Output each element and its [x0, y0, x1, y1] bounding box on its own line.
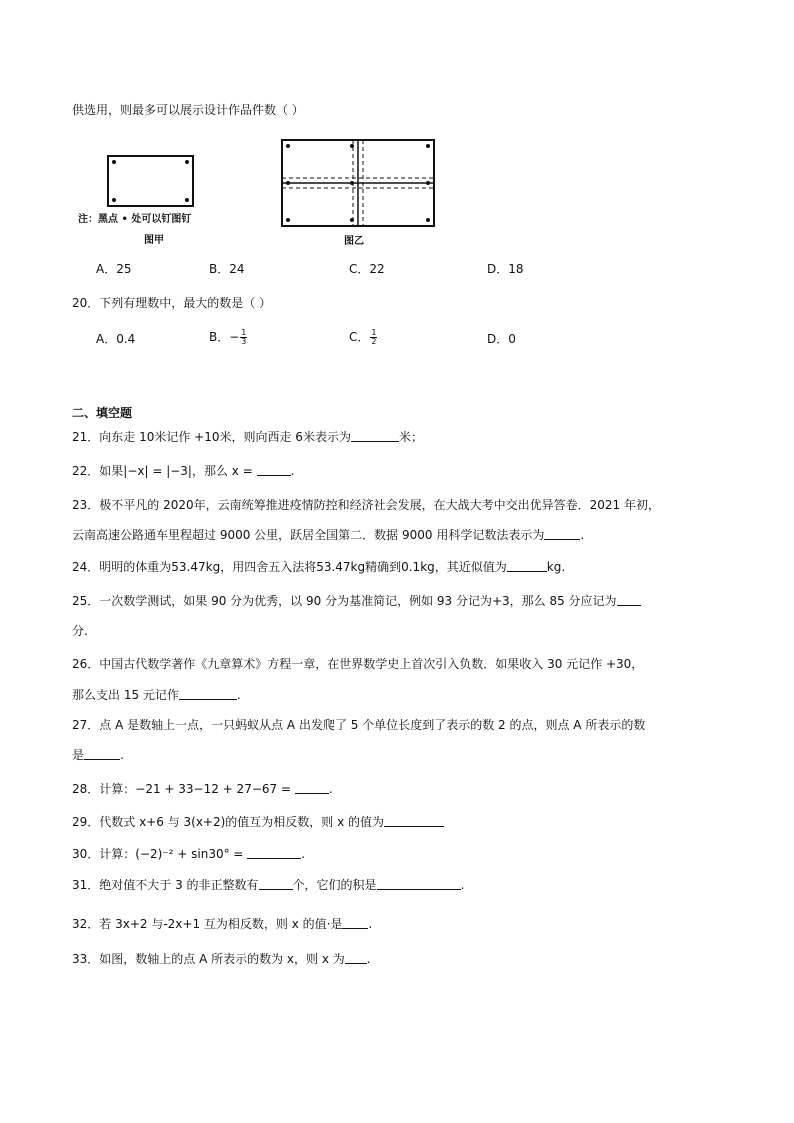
q31 [72, 876, 464, 894]
q28-suffix: . [328, 782, 333, 796]
q28 [72, 780, 333, 798]
pin-dot [426, 218, 430, 222]
q22-suffix: . [290, 464, 295, 478]
answer-blank[interactable] [179, 687, 237, 700]
q23-line2 [72, 526, 584, 544]
pin-dot [185, 198, 189, 202]
pin-dot [426, 181, 430, 185]
q27-line2 [72, 746, 124, 764]
q25-line2: 分. [72, 624, 88, 638]
q26-suffix: . [236, 688, 241, 702]
fraction-denominator: 3 [241, 337, 247, 346]
answer-blank[interactable] [295, 781, 329, 794]
q21-text: 21．向东走 10米记作 +10米，则向西走 6米表示为 [72, 430, 351, 444]
q20-option-c-prefix: C． [349, 330, 370, 344]
q20-option-c [349, 328, 378, 346]
answer-blank[interactable] [247, 846, 301, 859]
pin-dot [286, 218, 290, 222]
q21 [72, 428, 423, 446]
fraction-denominator: 2 [371, 337, 377, 346]
q33 [72, 950, 371, 968]
q20-option-a: A．0.4 [96, 332, 136, 346]
answer-blank[interactable] [259, 877, 293, 890]
q33-text: 33．如图，数轴上的点 A 所表示的数为 x，则 x 为 [72, 952, 345, 966]
q29-text: 29．代数式 x+6 与 3(x+2)的值互为相反数，则 x 的值为 [72, 815, 385, 829]
answer-blank[interactable] [544, 527, 580, 540]
fraction [370, 329, 377, 346]
pin-dot [112, 160, 116, 164]
q31-text: 31．绝对值不大于 3 的非正整数有 [72, 878, 259, 892]
q30-text: 30．计算：(−2)⁻² + sin30° = [72, 847, 248, 861]
answer-blank[interactable] [377, 877, 461, 890]
q20-stem: 20．下列有理数中，最大的数是（ ） [72, 296, 272, 310]
q27-line1: 27．点 A 是数轴上一点，一只蚂蚁从点 A 出发爬了 5 个单位长度到了表示的数 2 的点，则点 A 所表示的数 [72, 718, 646, 732]
q31-suffix: . [460, 878, 465, 892]
q23-suffix: . [580, 528, 585, 542]
q24 [72, 558, 565, 576]
q20-option-b-prefix: B．− [209, 330, 240, 344]
q29 [72, 813, 444, 831]
figure-a [78, 148, 238, 248]
q26-line1: 26．中国古代数学著作《九章算术》方程一章，在世界数学史上首次引入负数．如果收入 30 元记作 +30， [72, 657, 644, 671]
q23-line1: 23．极不平凡的 2020年，云南统筹推进疫情防控和经济社会发展，在大战大考中交出优异答卷．2021 年初， [72, 498, 660, 512]
answer-blank[interactable] [384, 814, 444, 827]
q32-text: 32．若 3x+2 与-2x+1 互为相反数，则 x 的值·是 [72, 917, 343, 931]
figure-b-caption: 图乙 [344, 236, 364, 247]
pin-dot [350, 218, 354, 222]
pin-dot [286, 144, 290, 148]
q31-mid: 个，它们的积是 [292, 878, 377, 892]
figure-a-frame [108, 156, 193, 206]
q22-text: 22．如果|−x| = |−3|，那么 x = [72, 464, 257, 478]
answer-blank[interactable] [257, 463, 291, 476]
q20-option-b [209, 328, 248, 346]
q21-suffix: 米； [398, 430, 423, 444]
figure-b-drawing [278, 136, 448, 232]
pin-dot [286, 181, 290, 185]
answer-blank[interactable] [84, 747, 120, 760]
q28-text: 28．计算：−21 + 33−12 + 27−67 = [72, 782, 295, 796]
q25-text: 25．一次数学测试，如果 90 分为优秀，以 90 分为基准简记，例如 93 分记为+3，那么 85 分应记为 [72, 594, 617, 608]
q19-stem-tail: 供选用，则最多可以展示设计作品件数（ ） [72, 103, 304, 117]
answer-blank[interactable] [351, 429, 399, 442]
q20-option-d: D．0 [487, 332, 516, 346]
q19-option-c: C．22 [349, 262, 385, 276]
figure-b [278, 136, 448, 248]
q33-suffix: . [366, 952, 371, 966]
q25-line1 [72, 592, 641, 610]
fraction-numerator: 1 [371, 328, 377, 337]
fraction-numerator: 1 [241, 328, 247, 337]
q24-suffix: kg. [546, 560, 566, 574]
q26-line2 [72, 686, 241, 704]
q26-text: 那么支出 15 元记作 [72, 688, 179, 702]
answer-blank[interactable] [617, 593, 641, 606]
q27-suffix: . [120, 748, 124, 762]
q19-option-a: A．25 [96, 262, 132, 276]
q22 [72, 462, 294, 480]
q30 [72, 845, 305, 863]
q32 [72, 915, 372, 933]
q30-suffix: . [301, 847, 306, 861]
q19-option-b: B．24 [209, 262, 245, 276]
section-title: 二、填空题 [72, 406, 133, 420]
answer-blank[interactable] [507, 559, 547, 572]
pin-dot [426, 144, 430, 148]
pin-dot [350, 144, 354, 148]
q23-text: 云南高速公路通车里程超过 9000 公里，跃居全国第二．数据 9000 用科学记数法表示为 [72, 528, 545, 542]
answer-blank[interactable] [345, 951, 367, 964]
q24-text: 24．明明的体重为53.47kg，用四舍五入法将53.47kg精确到0.1kg，其近似值为 [72, 560, 507, 574]
pin-dot [112, 198, 116, 202]
q32-suffix: . [368, 917, 373, 931]
figure-a-caption: 图甲 [144, 235, 164, 246]
figure-a-note: 注：黑点 • 处可以钉图钉 [78, 214, 192, 225]
q27-text: 是 [72, 748, 85, 762]
pin-dot [185, 160, 189, 164]
pin-dot [350, 181, 354, 185]
answer-blank[interactable] [342, 916, 368, 929]
fraction [240, 329, 247, 346]
q19-option-d: D．18 [487, 262, 524, 276]
